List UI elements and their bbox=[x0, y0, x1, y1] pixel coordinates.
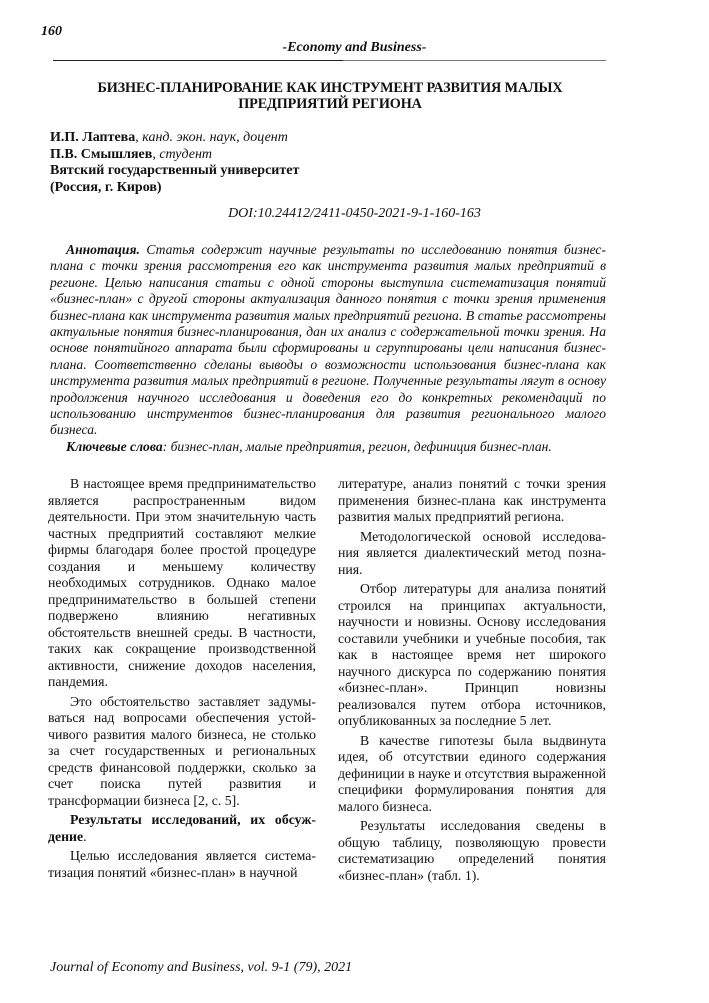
title-line-2: ПРЕДПРИЯТИЙ РЕГИОНА bbox=[238, 96, 422, 112]
running-head: -Economy and Business- bbox=[282, 40, 427, 55]
abstract bbox=[50, 242, 606, 455]
header-rule bbox=[53, 60, 606, 61]
body-paragraph: Целью исследования является систематизация понятий «бизнес-план» в научной bbox=[48, 848, 316, 880]
doi: DOI:10.24412/2411-0450-2021-9-1-160-163 bbox=[228, 206, 481, 221]
title-line-1: БИЗНЕС-ПЛАНИРОВАНИЕ КАК ИНСТРУМЕНТ РАЗВИТИЯ МАЛЫХ bbox=[97, 80, 563, 96]
keywords-label: Ключевые слова bbox=[66, 438, 163, 454]
keywords bbox=[50, 439, 606, 455]
page-number: 160 bbox=[41, 24, 62, 39]
abstract-paragraph bbox=[50, 242, 606, 439]
body-paragraph: Результаты исследования сведены в общую таблицу, позволяющую провести систематизацию определений понятия «бизнес-план» (табл. 1). bbox=[338, 818, 606, 883]
body-paragraph: В качестве гипотезы была выдвинута идея, об отсутствии единого содержания дефиниции в науке и отсутствия выраженной специфики формулирования понятия для малого бизнеса. bbox=[338, 732, 606, 814]
abstract-label: Аннотация. bbox=[66, 242, 140, 257]
affiliation: Вятский государственный университет bbox=[50, 163, 300, 178]
author-1: И.П. Лаптева, канд. экон. наук, доцент bbox=[50, 130, 288, 145]
abstract-text: Статья содержит научные результаты по исследованию понятия бизнес-плана с точки зрения рассмотрения его как инструмента развития малых предприятий в регионе. Целью написания статьи с одной стороны выступила систематизация понятий «бизнес-план» с другой стороны актуализация данного понятия с точки зрения применения бизнес-плана как инструмента развития малых предприятий региона. В статье рассмотрены актуальные понятия бизнес-планирования, дан их анализ с содержательной точки зрения. На основе понятийного аппарата были сформированы и сгруппированы цели написания бизнес-плана. Соответственно сделаны выводы о возможности использования бизнес-плана как инструмента развития малых предприятий в регионе. Полученные результаты лягут в основу продолжения научного исследования и доведения его до конкретных рекомендаций по использованию инструментов бизнес-планирования для развития регионального малого бизнеса. bbox=[50, 242, 606, 438]
keywords-text: : бизнес-план, малые предприятия, регион, дефиниция бизнес-план. bbox=[162, 438, 552, 454]
body-paragraph: Это обстоятельство заставляет задумываться над вопросами обеспечения устойчивого развития малого бизнеса, не столько за счет государственных и региональных средств финансовой поддержки, сколько за счет поиска путей развития и трансформации бизнеса [2, с. 5]. bbox=[48, 693, 316, 808]
body-paragraph: В настоящее время предпринимательство является распространенным видом деятельности. При этом значительную часть частных предприятий составляют мелкие фирмы благодаря более простой процедуре создания и меньшему количеству необходимых сотрудников. Однако малое предпринимательство в большей степени подвержено влиянию негативных обстоятельств внешней среды. В частности, таких как сокращение производственной активности, снижение доходов населения, пандемия. bbox=[48, 476, 316, 689]
footer-citation: Journal of Economy and Business, vol. 9-1 (79), 2021 bbox=[50, 960, 353, 975]
right-column bbox=[338, 476, 606, 887]
body-paragraph: литературе, анализ понятий с точки зрения применения бизнес-плана как инструмента развития малых предприятий региона. bbox=[338, 476, 606, 524]
author-role: студент bbox=[159, 146, 212, 162]
author-block bbox=[50, 130, 299, 196]
affiliation-location: (Россия, г. Киров) bbox=[50, 179, 162, 195]
left-column bbox=[48, 476, 316, 887]
author-name: И.П. Лаптева bbox=[50, 130, 136, 145]
author-name: П.В. Смышляев bbox=[50, 146, 153, 162]
body-paragraph: Методологической основой исследования является диалектический метод познания. bbox=[338, 528, 606, 577]
author-2: П.В. Смышляев, студент bbox=[50, 146, 212, 162]
author-role: канд. экон. наук, доцент bbox=[142, 130, 288, 145]
body-columns bbox=[48, 476, 606, 887]
body-paragraph: Отбор литературы для анализа понятий строился на принципах актуальности, научности и новизны. Основу исследования составили учебники и учебные пособия, так как в настоящее время нет широкого научного дискурса по содержанию понятия «бизнес-план». Принцип новизны реализовался путем отбора источников, опубликованных за последние 5 лет. bbox=[338, 581, 606, 728]
article-title bbox=[60, 80, 600, 112]
section-heading: Результаты исследований, их обсуждение. bbox=[48, 812, 316, 844]
